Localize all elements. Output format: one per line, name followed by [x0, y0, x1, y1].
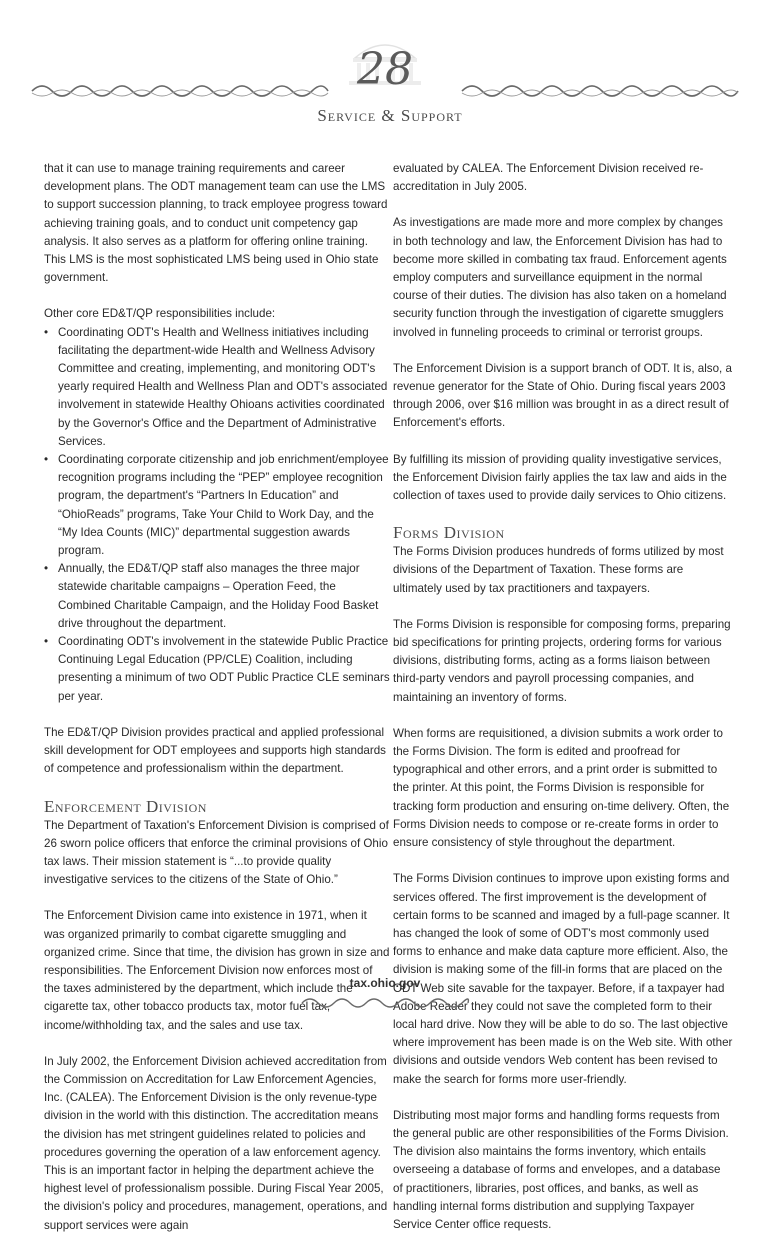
enforcement-paragraph: The Enforcement Division came into existence in 1971, when it was organized primarily to combat cigarette smuggling and organized crime. Since that time, the division has grown in size and responsibilities. The Enforcement Division now enforces most of the taxes administered by the department, which include the cigarette tax, other tobacco products tax, motor fuel tax, income/withholding tax, and the sales and use tax.	[44, 909, 390, 1032]
forms-paragraph: The Forms Division continues to improve upon existing forms and services offered. The first improvement is the development of certain forms to be scanned and imaged by a full-page scanner. It has changed the look of some of ODT's most commonly used forms to enhance and make data capture more efficient. Also, the division is making some of the fill-in forms that are placed on the ODT Web site savable for the taxpayer. Before, if a taxpayer had Adobe Reader they could not save the completed form to their local hard drive. Now they will be able to do so. The last objective where improvement has been made is on the Web site. With other divisions and outside vendors Web content has been revised to make the search for forms more user-friendly.	[393, 872, 733, 1086]
enforcement-paragraph: By fulfilling its mission of providing quality investigative services, the Enforcement Division fairly applies the tax law and aids in the collection of taxes used to provide daily services to Ohio citizens.	[393, 452, 727, 503]
enforcement-paragraph: In July 2002, the Enforcement Division achieved accreditation from the Commission on Accreditation for Law Enforcement Agencies, Inc. (CALEA). The Enforcement Division is the only revenue-type division in the world with this distinction. The accreditation means the division has met stringent guidelines related to policies and procedures governing the operation of a law enforcement agency. This is an important factor in helping the department achieve the highest level of professionalism possible. During Fiscal Year 2005, the division's policy and procedures, management, operations, and support services were again	[44, 1054, 388, 1232]
lms-paragraph: that it can use to manage training requirements and career development plans. The ODT management team can use the LMS to support succession planning, to track employee progress toward achieving training goals, and to conduct unit competency gap analysis. It also serves as a platform for offering online training. This LMS is the most sophisticated LMS being used in Ohio state government.	[44, 162, 388, 285]
footer-flourish-icon	[300, 996, 470, 1010]
left-column	[44, 160, 390, 1253]
forms-paragraph: The Forms Division produces hundreds of forms utilized by most divisions of the Department of Taxation. These forms are ultimately used by tax practitioners and taxpayers.	[393, 545, 724, 595]
list-item: • Coordinating corporate citizenship and job enrichment/employee recognition programs including the “PEP” employee recognition program, the department's “Partners In Education” and “OhioReads” programs, Take Your Child to Work Day, and the “My Idea Counts (MIC)” departmental suggestion awards program.	[44, 451, 390, 560]
right-flourish-icon	[460, 82, 740, 100]
website-url[interactable]: tax.ohio.gov	[349, 976, 421, 990]
list-item: • Coordinating ODT's involvement in the statewide Public Practice Continuing Legal Education (PP/CLE) Coalition, including presenting a minimum of two ODT Public Practice CLE seminars per year.	[44, 633, 390, 706]
enforcement-division-heading: Enforcement Division	[44, 796, 207, 816]
forms-paragraph: Distributing most major forms and handling forms requests from the general public are other responsibilities of the Forms Division. The division also maintains the forms inventory, which entails overseeing a database of forms and envelopes, and a database of practitioners, libraries, post offices, and banks, as well as handling internal forms distribution and supplying Taxpayer Service Center office requests.	[393, 1108, 729, 1231]
page-footer	[0, 972, 770, 1024]
left-flourish-icon	[30, 82, 330, 100]
forms-division-heading: Forms Division	[393, 523, 505, 543]
list-item: • Coordinating ODT's Health and Wellness initiatives including facilitating the department-wide Health and Wellness Advisory Committee and creating, implementing, and monitoring ODT's yearly required Health and Wellness Plan and ODT's associated involvement in statewide Healthy Ohioans activities coordinated by the Governor's Office and the Department of Administrative Services.	[44, 324, 390, 451]
page-number: 28	[357, 44, 413, 95]
responsibilities-intro: Other core ED&T/QP responsibilities include:	[44, 307, 276, 321]
forms-paragraph: When forms are requisitioned, a division submits a work order to the Forms Division. The form is edited and proofread for typographical and other errors, and a print order is submitted to the printer. At this point, the Forms Division is responsible for tracking form production and ensuring on-time delivery. Often, the Forms Division needs to compose or re-create forms in order to ensure consistency of style throughout the department.	[393, 726, 730, 850]
forms-paragraph: The Forms Division is responsible for composing forms, preparing bid specifications for printing projects, ordering forms for various divisions, distributing forms, acting as a forms liaison between third-party vendors and payroll processing companies, and maintaining an inventory of forms.	[393, 617, 731, 704]
enforcement-paragraph: The Department of Taxation's Enforcement Division is comprised of 26 sworn police officers that enforce the criminal provisions of Ohio tax laws. Their mission statement is “...to provide quality investigative services to the citizens of the State of Ohio.”	[44, 818, 389, 887]
enforcement-paragraph: evaluated by CALEA. The Enforcement Division received re-accreditation in July 2005.	[393, 162, 704, 194]
right-column	[393, 160, 733, 1252]
section-title: Service & Support	[317, 106, 463, 125]
enforcement-paragraph: The Enforcement Division is a support branch of ODT. It is, also, a revenue generator for the State of Ohio. During fiscal years 2003 through 2006, over $16 million was brought in as a direct result of Enforcement's efforts.	[393, 361, 732, 430]
responsibilities-list	[44, 324, 390, 706]
enforcement-paragraph: As investigations are made more and more complex by changes in both technology and law, the Enforcement Division has had to become more skilled in combating tax fraud. Enforcement agents employ computers and surveillance equipment in the normal course of their duties. The division has also taken on a homeland security function through the investigation of cigarette smugglers involved in funneling proceeds to criminal or terrorist groups.	[393, 216, 727, 339]
page-header	[0, 0, 770, 140]
list-item: • Annually, the ED&T/QP staff also manages the three major statewide charitable campaigns – Operation Feed, the Combined Charitable Campaign, and the Holiday Food Basket drive throughout the department.	[44, 560, 390, 633]
edtqp-summary-paragraph: The ED&T/QP Division provides practical and applied professional skill development for ODT employees and supports high standards of competence and professionalism within the department.	[44, 725, 386, 776]
